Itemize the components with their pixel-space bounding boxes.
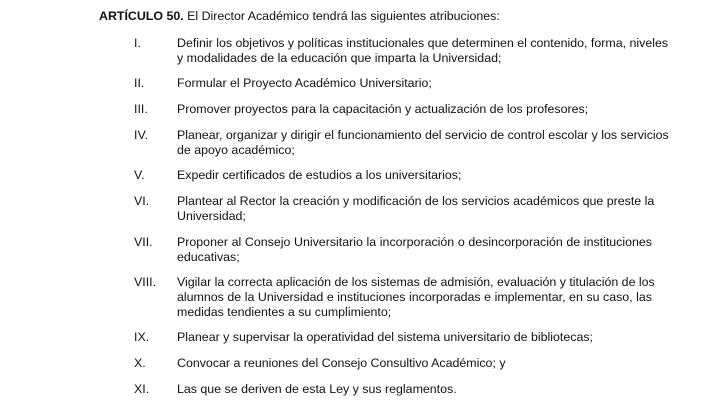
item-text-line: Formular el Proyecto Académico Universitario; (177, 76, 432, 90)
item-text (177, 382, 652, 397)
item-text-line: Definir los objetivos y políticas institucionales que determinen el contenido, forma, niveles (177, 36, 669, 50)
item-text-line: y modalidades de la educación que imparta la Universidad; (177, 51, 502, 65)
item-text-line: Vigilar la correcta aplicación de los sistemas de admisión, evaluación y titulación de los (177, 275, 655, 289)
item-text (177, 235, 652, 265)
item-numeral: X. (134, 356, 146, 370)
item-text (177, 330, 652, 345)
item-numeral: I. (134, 36, 141, 50)
item-numeral: XI. (134, 382, 150, 396)
article-heading (99, 9, 500, 24)
item-text-line: Expedir certificados de estudios a los universitarios; (177, 168, 462, 182)
item-numeral: V. (134, 168, 145, 182)
item-numeral: VI. (134, 194, 150, 208)
item-numeral: II. (134, 76, 145, 90)
item-numeral: VII. (134, 235, 153, 249)
item-text-line: Plantear al Rector la creación y modificación de los servicios académicos que preste la (177, 194, 655, 208)
item-text-line: Las que se deriven de esta Ley y sus reglamentos. (177, 382, 457, 396)
item-text (177, 76, 652, 91)
item-text-line: Universidad; (177, 209, 246, 223)
item-text-line: Planear, organizar y dirigir el funcionamiento del servicio de control escolar y los servicios (177, 128, 669, 142)
article-intro: El Director Académico tendrá las siguientes atribuciones: (183, 9, 500, 23)
item-text (177, 128, 669, 158)
item-text (177, 275, 655, 320)
item-numeral: IV. (134, 128, 149, 142)
item-text-line: Planear y supervisar la operatividad del sistema universitario de bibliotecas; (177, 330, 593, 344)
item-text-line: medidas tendientes a su cumplimiento; (177, 305, 392, 319)
item-numeral: VIII. (134, 275, 157, 289)
item-text (177, 194, 655, 224)
item-text-line: Proponer al Consejo Universitario la incorporación o desincorporación de instituciones (177, 235, 652, 249)
item-text (177, 356, 652, 371)
item-text (177, 168, 652, 183)
item-numeral: III. (134, 102, 148, 116)
item-text-line: educativas; (177, 250, 240, 264)
item-text-line: de apoyo académico; (177, 143, 295, 157)
item-text-line: alumnos de la Universidad e instituciones incorporadas e implementar, en su caso, las (177, 290, 652, 304)
article-number: ARTÍCULO 50. (99, 9, 184, 23)
item-text-line: Convocar a reuniones del Consejo Consultivo Académico; y (177, 356, 506, 370)
item-text-line: Promover proyectos para la capacitación y actualización de los profesores; (177, 102, 589, 116)
item-text (177, 102, 652, 117)
item-text (177, 36, 669, 66)
item-numeral: IX. (134, 330, 150, 344)
